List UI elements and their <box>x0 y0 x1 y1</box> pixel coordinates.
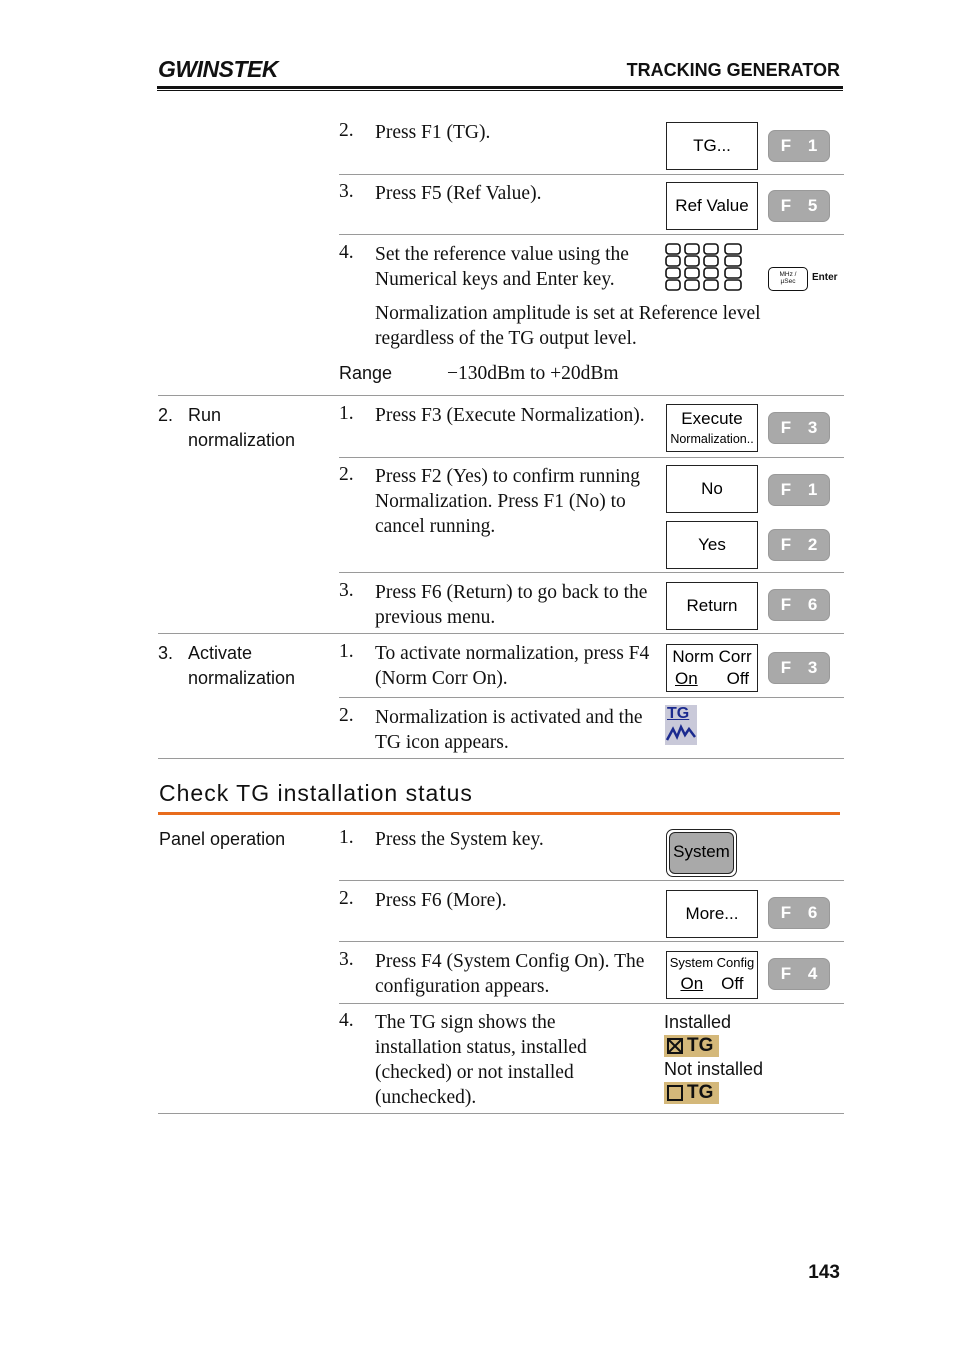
tg-normalization-icon <box>665 705 697 745</box>
softkey-tg[interactable] <box>666 122 758 170</box>
system-key-label: System <box>669 832 734 874</box>
range-label: Range <box>339 363 393 383</box>
step-title-run-normalization: 2. Run normalization <box>158 405 296 450</box>
step-number: 4. <box>339 242 354 263</box>
panel-operation-label: Panel operation <box>159 829 286 849</box>
softkey-line1: Norm Corr <box>672 647 752 666</box>
numeric-keypad-icon[interactable] <box>664 242 754 292</box>
softkey-label: Ref Value <box>675 196 749 215</box>
tg-not-installed-badge <box>664 1082 719 1104</box>
on-option: On <box>680 974 704 993</box>
f3-key[interactable]: F 3 <box>768 412 830 444</box>
step-text: Press F5 (Ref Value). <box>375 183 542 204</box>
softkey-more[interactable] <box>666 890 758 938</box>
step-number: 3. <box>339 181 354 202</box>
checked-box-icon <box>666 1037 684 1055</box>
step-number: 3. <box>339 580 354 601</box>
step-number: 2. <box>339 120 354 141</box>
divider <box>339 174 844 175</box>
divider <box>158 633 844 634</box>
divider <box>158 1113 844 1114</box>
f1-key[interactable]: F 1 <box>768 130 830 162</box>
softkey-label: Return <box>686 596 738 615</box>
step-number: 2. <box>339 888 354 909</box>
softkey-line1: Execute <box>681 409 743 428</box>
unit-key-label: MHz / µSec <box>779 271 797 285</box>
divider <box>339 1003 844 1004</box>
softkey-label: Yes <box>698 535 726 554</box>
installed-label: Installed <box>664 1012 732 1032</box>
softkey-no[interactable] <box>666 465 758 513</box>
enter-key-label: Enter <box>812 272 838 283</box>
f6-key[interactable]: F 6 <box>768 589 830 621</box>
step-text: Press F1 (TG). <box>375 122 491 143</box>
unchecked-box-icon <box>666 1084 684 1102</box>
step-note: Normalization amplitude is set at Reference level regardless of the TG output level. <box>375 303 761 349</box>
softkey-execute-normalization[interactable] <box>666 404 758 452</box>
step-text: Press F6 (More). <box>375 890 507 911</box>
softkey-system-config[interactable] <box>666 951 758 999</box>
step-text: Press F6 (Return) to go back to the previous menu. <box>375 582 648 628</box>
step-text: To activate normalization, press F4 (Norm Corr On). <box>375 643 650 689</box>
header-rule-thin <box>157 90 843 91</box>
step-text: Press F4 (System Config On). The configuration appears. <box>375 951 645 997</box>
softkey-line2: Normalization.. <box>670 432 754 446</box>
step-number: 3. <box>339 949 354 970</box>
f6-key[interactable]: F 6 <box>768 897 830 929</box>
waveform-icon <box>665 723 697 743</box>
step-text: Press F3 (Execute Normalization). <box>375 405 645 426</box>
softkey-norm-corr[interactable] <box>666 644 758 692</box>
f4-key[interactable]: F 4 <box>768 958 830 990</box>
softkey-yes[interactable] <box>666 521 758 569</box>
step-text: The TG sign shows the installation status, installed (checked) or not installed (unchecked). <box>375 1012 587 1108</box>
page-number: 143 <box>808 1262 840 1283</box>
on-option: On <box>675 669 698 688</box>
brand-logo: GWINSTEK <box>158 56 278 82</box>
step-number: 2. <box>339 705 354 726</box>
step-number: 1. <box>339 403 354 424</box>
divider <box>158 758 844 759</box>
softkey-label: No <box>701 479 723 498</box>
off-option: Off <box>726 669 749 688</box>
softkey-label: TG... <box>693 136 731 155</box>
step-number: 1. <box>339 641 354 662</box>
divider <box>339 234 844 235</box>
system-key[interactable] <box>666 829 737 877</box>
softkey-return[interactable] <box>666 582 758 630</box>
step-text: Set the reference value using the Numerical keys and Enter key. <box>375 244 629 290</box>
f1-key[interactable]: F 1 <box>768 474 830 506</box>
divider <box>339 941 844 942</box>
step-title-activate-normalization: 3. Activate normalization <box>158 643 296 688</box>
not-installed-label: Not installed <box>664 1059 764 1079</box>
f5-key[interactable]: F 5 <box>768 190 830 222</box>
step-number: 1. <box>339 827 354 848</box>
section-heading-rule <box>158 812 840 815</box>
f2-key[interactable]: F 2 <box>768 529 830 561</box>
softkey-label: More... <box>685 904 739 923</box>
section-title: TRACKING GENERATOR <box>626 60 840 80</box>
tg-label: TG <box>687 1082 714 1103</box>
tg-icon-label: TG <box>667 705 690 722</box>
divider <box>339 457 844 458</box>
tg-installed-badge <box>664 1035 719 1057</box>
tg-label: TG <box>687 1035 714 1056</box>
step-text: Normalization is activated and the TG icon appears. <box>375 707 643 753</box>
divider <box>339 572 844 573</box>
f3-key[interactable]: F 3 <box>768 652 830 684</box>
softkey-line1: System Config <box>669 955 755 970</box>
softkey-ref-value[interactable] <box>666 182 758 230</box>
enter-key[interactable] <box>768 267 808 291</box>
divider <box>339 697 844 698</box>
section-heading: Check TG installation status <box>159 780 473 806</box>
step-number: 2. <box>339 464 354 485</box>
off-option: Off <box>721 974 744 993</box>
header-rule <box>157 86 843 89</box>
divider <box>158 395 844 396</box>
divider <box>339 880 844 881</box>
range-value: −130dBm to +20dBm <box>447 363 619 384</box>
step-text: Press F2 (Yes) to confirm running Normalization. Press F1 (No) to cancel running. <box>375 466 641 537</box>
step-text: Press the System key. <box>375 829 544 850</box>
step-number: 4. <box>339 1010 354 1031</box>
